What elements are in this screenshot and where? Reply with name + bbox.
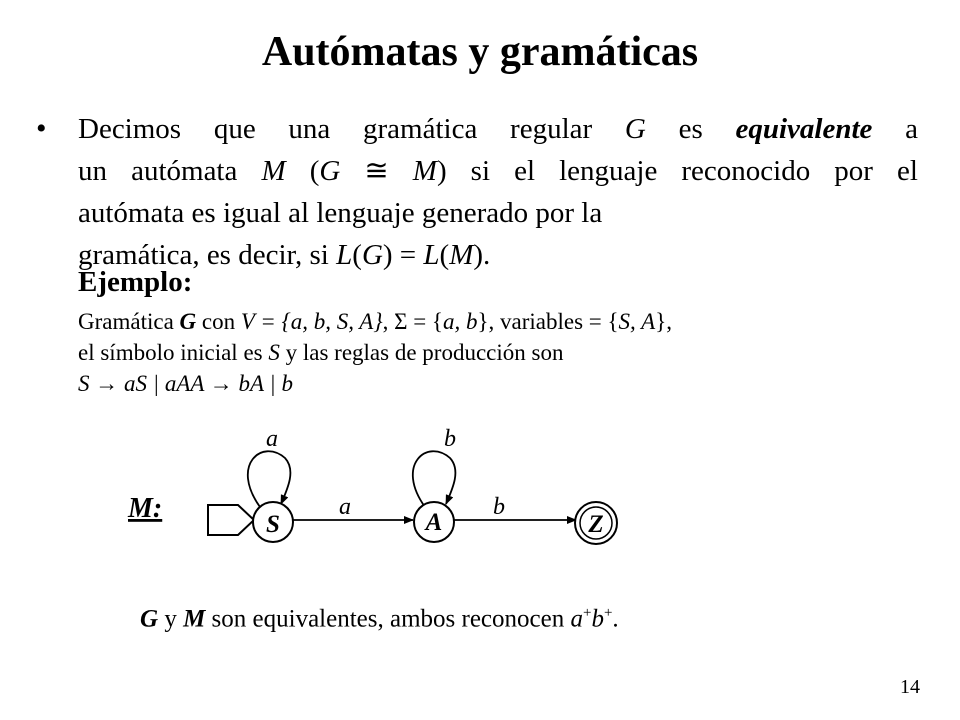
- set-V: V = {a, b, S, A}: [240, 309, 383, 334]
- text-run: ).: [473, 239, 491, 271]
- text-run: es: [645, 113, 736, 145]
- state-Z-label: Z: [588, 511, 604, 538]
- text-run: ) =: [382, 239, 424, 271]
- text-run: con: [196, 309, 241, 334]
- text-run: (: [352, 239, 362, 271]
- example-heading: Ejemplo:: [78, 266, 193, 298]
- superscript-plus: +: [603, 605, 613, 621]
- example-line-1: [78, 306, 918, 337]
- text-run: gramática, es decir, si: [78, 239, 337, 271]
- text-run: a: [872, 113, 919, 145]
- var-L: L: [423, 239, 440, 271]
- edge-S-A-label: a: [339, 494, 351, 520]
- var-S: S: [268, 340, 280, 365]
- loop-A-label: b: [444, 426, 456, 452]
- start-arrow-icon: [208, 505, 254, 535]
- alphabet-set: a, b: [442, 309, 478, 334]
- text-run: ) si el lenguaje reconocido por el: [436, 155, 918, 187]
- var-G: G: [140, 605, 159, 633]
- paragraph-line-2: [78, 150, 918, 192]
- example-body: [78, 306, 918, 399]
- production-rule-S: S → aS | aA: [78, 371, 191, 396]
- page-title: Autómatas y gramáticas: [261, 29, 699, 75]
- machine-label: M:: [128, 493, 163, 524]
- var-G: G: [624, 113, 646, 145]
- text-run: un autómata: [78, 155, 262, 187]
- text-run: (: [439, 239, 450, 271]
- edge-A-Z-label: b: [493, 494, 505, 520]
- page-number: 14: [900, 676, 920, 698]
- variables-set: S, A: [618, 309, 656, 334]
- text-run: , Σ = {: [382, 309, 443, 334]
- paragraph-line-4: [78, 234, 918, 276]
- definition-paragraph: [78, 108, 918, 276]
- paragraph-line-3: autómata es igual al lenguaje generado por la: [78, 197, 603, 229]
- var-M: M: [183, 605, 206, 633]
- var-L: L: [336, 239, 353, 271]
- production-rule-A: A → bA | b: [190, 371, 293, 396]
- text-run: .: [612, 605, 619, 633]
- var-M: M: [412, 155, 437, 187]
- var-M: M: [449, 239, 474, 271]
- var-G: G: [319, 155, 341, 187]
- text-run: Gramática: [78, 309, 180, 334]
- var-b: b: [591, 605, 604, 633]
- text-run: }, variables = {: [477, 309, 619, 334]
- text-run: },: [655, 309, 672, 334]
- self-loop-S: [248, 451, 291, 507]
- equivalence-caption: [140, 605, 619, 633]
- text-run: el símbolo inicial es: [78, 340, 269, 365]
- loop-S-label: a: [266, 426, 278, 452]
- example-line-2: [78, 337, 918, 368]
- bullet-marker: •: [36, 112, 47, 145]
- state-S-label: S: [266, 511, 280, 538]
- var-G: G: [179, 309, 197, 334]
- var-a: a: [570, 605, 583, 633]
- var-G: G: [361, 239, 383, 271]
- state-A-label: A: [425, 509, 443, 536]
- cong-symbol: ≅: [340, 155, 413, 187]
- text-run: y las reglas de producción son: [279, 340, 564, 365]
- production-rules: [78, 368, 918, 399]
- self-loop-A: [413, 451, 456, 507]
- text-run: y: [158, 605, 184, 633]
- text-run: (: [285, 155, 320, 187]
- automaton-diagram: [0, 410, 960, 590]
- var-M: M: [261, 155, 286, 187]
- paragraph-line-1: [78, 108, 918, 150]
- text-run: son equivalentes, ambos reconocen: [205, 605, 571, 633]
- text-run: Decimos que una gramática regular: [78, 113, 625, 145]
- superscript-plus: +: [582, 605, 592, 621]
- term-equivalente: equivalente: [735, 113, 873, 145]
